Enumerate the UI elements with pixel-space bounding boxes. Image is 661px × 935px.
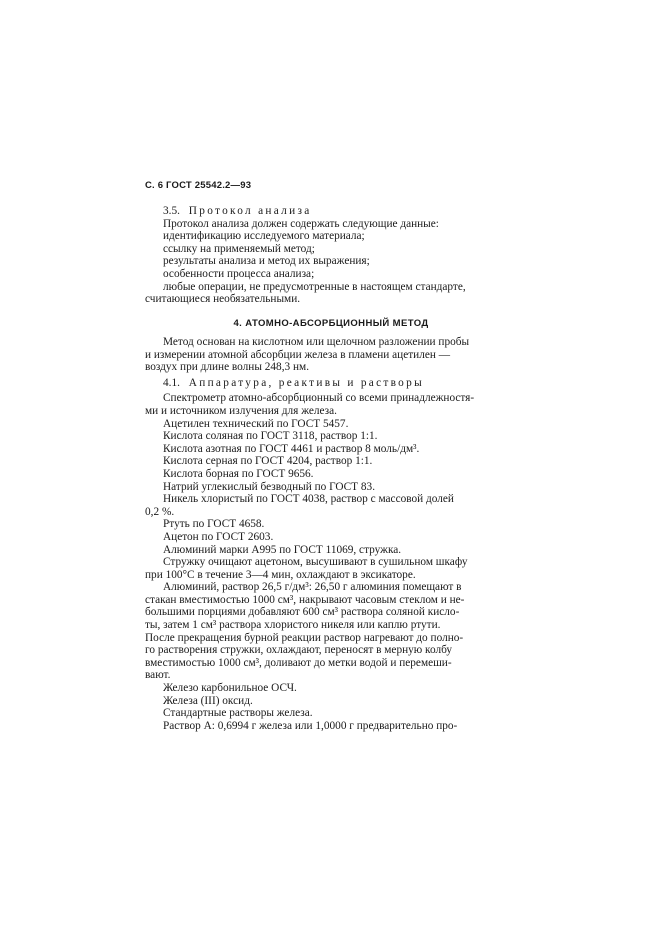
- protocol-line: идентификацию исследуемого материала;: [163, 230, 365, 243]
- section-title: 4. АТОМНО-АБСОРБЦИОННЫЙ МЕТОД: [233, 318, 429, 329]
- body-line: большими порциями добавляют 600 см³ раствора соляной кисло-: [145, 606, 460, 619]
- body-line: Ацетон по ГОСТ 2603.: [163, 530, 274, 543]
- body-line: вместимостью 1000 см³, доливают до метки водой и перемеши-: [145, 656, 452, 669]
- body-line: Кислота соляная по ГОСТ 3118, раствор 1:1.: [163, 430, 378, 443]
- body-line: Железо карбонильное ОСЧ.: [163, 682, 297, 695]
- body-line: Железа (III) оксид.: [163, 694, 253, 707]
- protocol-heading: [145, 205, 517, 218]
- body-line: Кислота серная по ГОСТ 4204, раствор 1:1.: [163, 455, 373, 468]
- subsection-number: 4.1.: [163, 376, 180, 389]
- section-body: [145, 336, 517, 732]
- body-line: Ртуть по ГОСТ 4658.: [163, 518, 265, 531]
- protocol-heading-number: 3.5.: [163, 205, 180, 217]
- protocol-line: результаты анализа и метод их выражения;: [163, 255, 370, 268]
- body-line: Кислота азотная по ГОСТ 4461 и раствор 8 моль/дм³.: [163, 442, 420, 455]
- body-line: Натрий углекислый безводный по ГОСТ 83.: [163, 480, 376, 493]
- intro-line: и измерении атомной абсорбции железа в пламени ацетилен —: [145, 348, 451, 361]
- protocol-line: особенности процесса анализа;: [163, 267, 315, 280]
- protocol-heading-text: Протокол анализа: [188, 205, 312, 217]
- protocol-line: ссылку на применяемый метод;: [163, 242, 315, 255]
- body-line: вают.: [145, 669, 171, 682]
- body-line: Раствор А: 0,6994 г железа или 1,0000 г предварительно про-: [163, 719, 458, 732]
- page-header: С. 6 ГОСТ 25542.2—93: [145, 180, 252, 191]
- body-line: После прекращения бурной реакции раствор нагревают до полно-: [145, 631, 464, 644]
- body-line: при 100°С в течение 3—4 мин, охлаждают в эксикаторе.: [145, 568, 416, 581]
- body-line: ми и источником излучения для железа.: [145, 404, 337, 417]
- protocol-line: Протокол анализа должен содержать следующие данные:: [163, 217, 439, 230]
- body-line: Ацетилен технический по ГОСТ 5457.: [163, 417, 349, 430]
- intro-line: Метод основан на кислотном или щелочном разложении пробы: [163, 336, 470, 348]
- protocol-line: любые операции, не предусмотренные в настоящем стандарте,: [163, 280, 466, 293]
- body-line: Кислота борная по ГОСТ 9656.: [163, 467, 314, 480]
- subsection-heading-text: Аппаратура, реактивы и растворы: [188, 376, 424, 389]
- body-line: Спектрометр атомно-абсорбционный со всеми принадлежностя-: [163, 392, 475, 405]
- body-line: Алюминий марки А995 по ГОСТ 11069, стружка.: [163, 543, 402, 556]
- body-line: 0,2 %.: [145, 505, 175, 518]
- protocol-section: [145, 205, 517, 306]
- body-line: ты, затем 1 см³ раствора хлористого никеля или каплю ртути.: [145, 619, 441, 632]
- subsection-heading: [145, 377, 517, 390]
- body-line: го растворения стружки, охлаждают, переносят в мерную колбу: [145, 644, 453, 657]
- body-line: Никель хлористый по ГОСТ 4038, раствор с массовой долей: [163, 493, 454, 506]
- body-line: Алюминий, раствор 26,5 г/дм³: 26,50 г алюминия помещают в: [163, 581, 462, 594]
- body-line: Стандартные растворы железа.: [163, 707, 313, 720]
- protocol-line: считающиеся необязательными.: [145, 293, 301, 306]
- body-line: стакан вместимостью 1000 см³, накрывают часовым стеклом и не-: [145, 593, 465, 606]
- intro-line: воздух при длине волны 248,3 нм.: [145, 361, 310, 374]
- body-line: Стружку очищают ацетоном, высушивают в сушильном шкафу: [163, 556, 468, 569]
